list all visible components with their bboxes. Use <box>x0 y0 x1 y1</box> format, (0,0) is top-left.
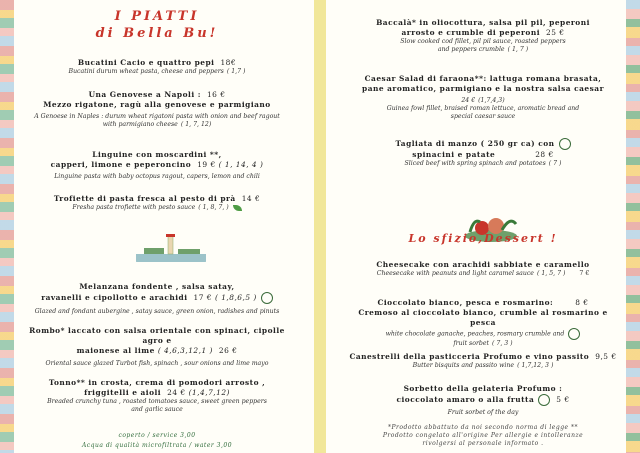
right-border-illustration <box>626 0 640 453</box>
dish-desc: Slow cooked cod fillet, pil pil sauce, roasted peppers <box>400 38 566 45</box>
dish-rombo <box>18 326 296 368</box>
dish-desc-line2: special caesar sauce <box>450 113 516 120</box>
vegan-check-icon <box>261 292 273 304</box>
dish-caesar <box>344 74 622 121</box>
dish-name: Tonno** in crosta, crema di pomodori arrosto , <box>48 378 266 387</box>
dish-allergens: ( 4,6,3,12,1 ) <box>157 346 213 355</box>
dessert-name: Canestrelli della pasticceria Profumo e vino passito <box>349 352 590 361</box>
dish-allergens: ( 1, 8, 7, ) <box>198 204 229 211</box>
dish-name-line2: ravanelli e cipollotto e arachidi <box>41 293 188 302</box>
dessert-desc: Fruit sorbet of the day <box>447 409 519 416</box>
coperto-note: coperto / service 3,00 <box>118 432 196 439</box>
dish-name: Rombo* laccato con salsa orientale con spinaci, cipolle agro e <box>29 326 285 345</box>
dish-baccala <box>344 18 622 54</box>
dessert-name-line2: Cremoso al cioccolato bianco, crumble al rosmarino e pesca <box>358 308 608 327</box>
dish-price: 14 € <box>241 194 261 203</box>
dish-price: 26 € <box>218 346 238 355</box>
dish-price: 24 € <box>167 388 186 397</box>
vegetarian-leaf-icon <box>233 205 242 211</box>
footnote-line2: Prodotto congelato all'origine Per allergie e intolleranze <box>382 432 584 439</box>
dish-genovese <box>18 90 296 129</box>
dessert-allergens: ( 1, 5, 7 ) <box>536 270 566 277</box>
dessert-name: Sorbetto della gelateria Profumo : <box>403 384 563 393</box>
dish-allergens: (1,4,7,12) <box>188 388 230 397</box>
left-border-illustration <box>0 0 14 453</box>
dessert-allergens: ( 7, 3 ) <box>492 340 513 347</box>
dish-name-line2: capperi, limone e peperoncino <box>50 160 192 169</box>
gluten-free-icon <box>559 138 571 150</box>
dish-name-line2: arrosto e crumble di peperoni <box>401 28 541 37</box>
dish-name-line2: Mezzo rigatone, ragù alla genovese e parmigiano <box>43 100 271 109</box>
dish-name-line2: friggitelli e aioli <box>84 388 162 397</box>
footnote-line3: rivolgersi al personale informato . <box>422 440 544 447</box>
dish-price: 16 € <box>206 90 226 99</box>
dessert-allergens: ( 1,7,12, 3 ) <box>517 362 554 369</box>
dish-name: Bucatini Cacio e quattro pepi <box>77 58 215 67</box>
dish-name: Melanzana fondente , salsa satay, <box>79 282 235 291</box>
dish-price: 17 € <box>193 293 212 302</box>
dish-allergens: ( 7 ) <box>548 160 562 167</box>
page-gutter <box>314 0 326 453</box>
dish-name-line2: maionese al lime <box>76 346 155 355</box>
dish-allergens: (1,7,4,3) <box>478 97 505 104</box>
dish-name-line2: spinacini e patate <box>412 150 496 159</box>
dish-desc: Sliced beef with spring spinach and potatoes <box>404 160 546 167</box>
dish-desc-line2: and garlic sauce <box>131 406 183 413</box>
dish-name: Caesar Salad di faraona**: lattuga romana brasata, <box>364 74 602 83</box>
dish-price: 24 € <box>461 97 476 104</box>
gluten-free-icon <box>568 328 580 340</box>
dish-tonno <box>18 378 296 414</box>
dish-name-line2: pane aromatico, parmigiano e la nostra salsa caesar <box>362 84 604 93</box>
dish-allergens: ( 1,7 ) <box>226 68 246 75</box>
dish-allergens: ( 1, 14, 4 ) <box>218 160 264 169</box>
dish-allergens: ( 1, 7, 12) <box>180 121 212 128</box>
dish-allergens: ( 1,8,6,5 ) <box>214 293 257 302</box>
dessert-name: Cheesecake con arachidi sabbiate e caramello <box>376 260 590 269</box>
dessert-desc: Butter bisquits and passito wine <box>412 362 515 369</box>
lighthouse-illustration <box>136 232 206 264</box>
dish-name: Linguine con moscardini **, <box>92 150 222 159</box>
dessert-price: 5 € <box>556 395 570 404</box>
dessert-price: 8 € <box>575 298 589 307</box>
dish-desc: Oriental sauce glazed Turbot fish, spinach , sour onions and lime mayo <box>45 360 269 367</box>
dish-desc: Bucatini durum wheat pasta, cheese and peppers <box>68 68 224 75</box>
right-page <box>326 0 640 453</box>
dish-tagliata <box>344 138 622 168</box>
dish-trofiette <box>18 194 296 212</box>
dessert-price: 9,5 € <box>595 352 617 361</box>
dessert-sorbetto <box>344 384 622 417</box>
dessert-desc: white chocolate ganache, peaches, rosmary crumble and <box>385 330 565 338</box>
dish-linguine <box>18 150 296 181</box>
dessert-desc: Cheesecake with peanuts and light caramel sauce <box>376 270 534 277</box>
dessert-section-title: Lo sfizio,Dessert ! <box>408 232 558 245</box>
dish-desc: A Genoese in Naples : durum wheat rigatoni pasta with onion and beef ragout <box>34 113 280 120</box>
dish-price: 19 € <box>197 160 216 169</box>
dish-name: Una Genovese a Napoli : <box>88 90 201 99</box>
dessert-desc-line2: fruit sorbet <box>453 340 490 347</box>
dish-desc: Fresha pasta trofiette with pesto sauce <box>72 204 196 211</box>
dish-name: Baccalà* in oliocottura, salsa pil pil, peperoni <box>376 18 590 27</box>
dish-price: 28 € <box>535 150 554 159</box>
gluten-free-icon <box>538 394 550 406</box>
dish-price: 18€ <box>220 58 237 67</box>
menu-title-line1: I PIATTI <box>114 9 200 24</box>
dish-price: 25 € <box>546 28 565 37</box>
dish-desc: Breaded crunchy tuna , roasted tomatoes sauce, sweet green peppers <box>47 398 267 405</box>
dessert-price: 7 € <box>579 270 590 277</box>
dessert-name: Cioccolato bianco, pesca e rosmarino: <box>377 298 554 307</box>
dish-name: Tagliata di manzo ( 250 gr ca) con <box>395 139 555 148</box>
menu-title-line2: di Bella Bu! <box>95 26 219 41</box>
dish-bucatini <box>18 58 296 76</box>
dessert-name-line2: cioccolato amaro o alla frutta <box>396 395 535 404</box>
footnote-line1: *Prodotto abbattuto da noi secondo norma di legge ** <box>387 424 578 431</box>
left-page <box>0 0 314 453</box>
dish-melanzana <box>18 282 296 316</box>
dish-desc-line2: and peppers crumble <box>437 46 505 53</box>
dish-allergens: ( 1, 7 ) <box>507 46 529 53</box>
dessert-cioccolato <box>344 298 622 348</box>
water-note: Acqua di qualità microfiltrata / water 3,00 <box>81 442 233 449</box>
dessert-canestrelli <box>344 352 622 370</box>
dish-desc: Glazed and fondant aubergine , satay sauce, green onion, radishes and pinuts <box>34 308 280 315</box>
dish-desc-line2: with parmigiano cheese <box>102 121 178 128</box>
dish-desc: Linguine pasta with baby octopus ragout, capers, lemon and chili <box>54 173 260 180</box>
dessert-cheesecake <box>344 260 622 278</box>
dish-name: Trofiette di pasta fresca al pesto di prà <box>53 194 236 203</box>
dish-desc: Guinea fowl fillet, braised roman lettuce, aromatic bread and <box>386 105 580 112</box>
